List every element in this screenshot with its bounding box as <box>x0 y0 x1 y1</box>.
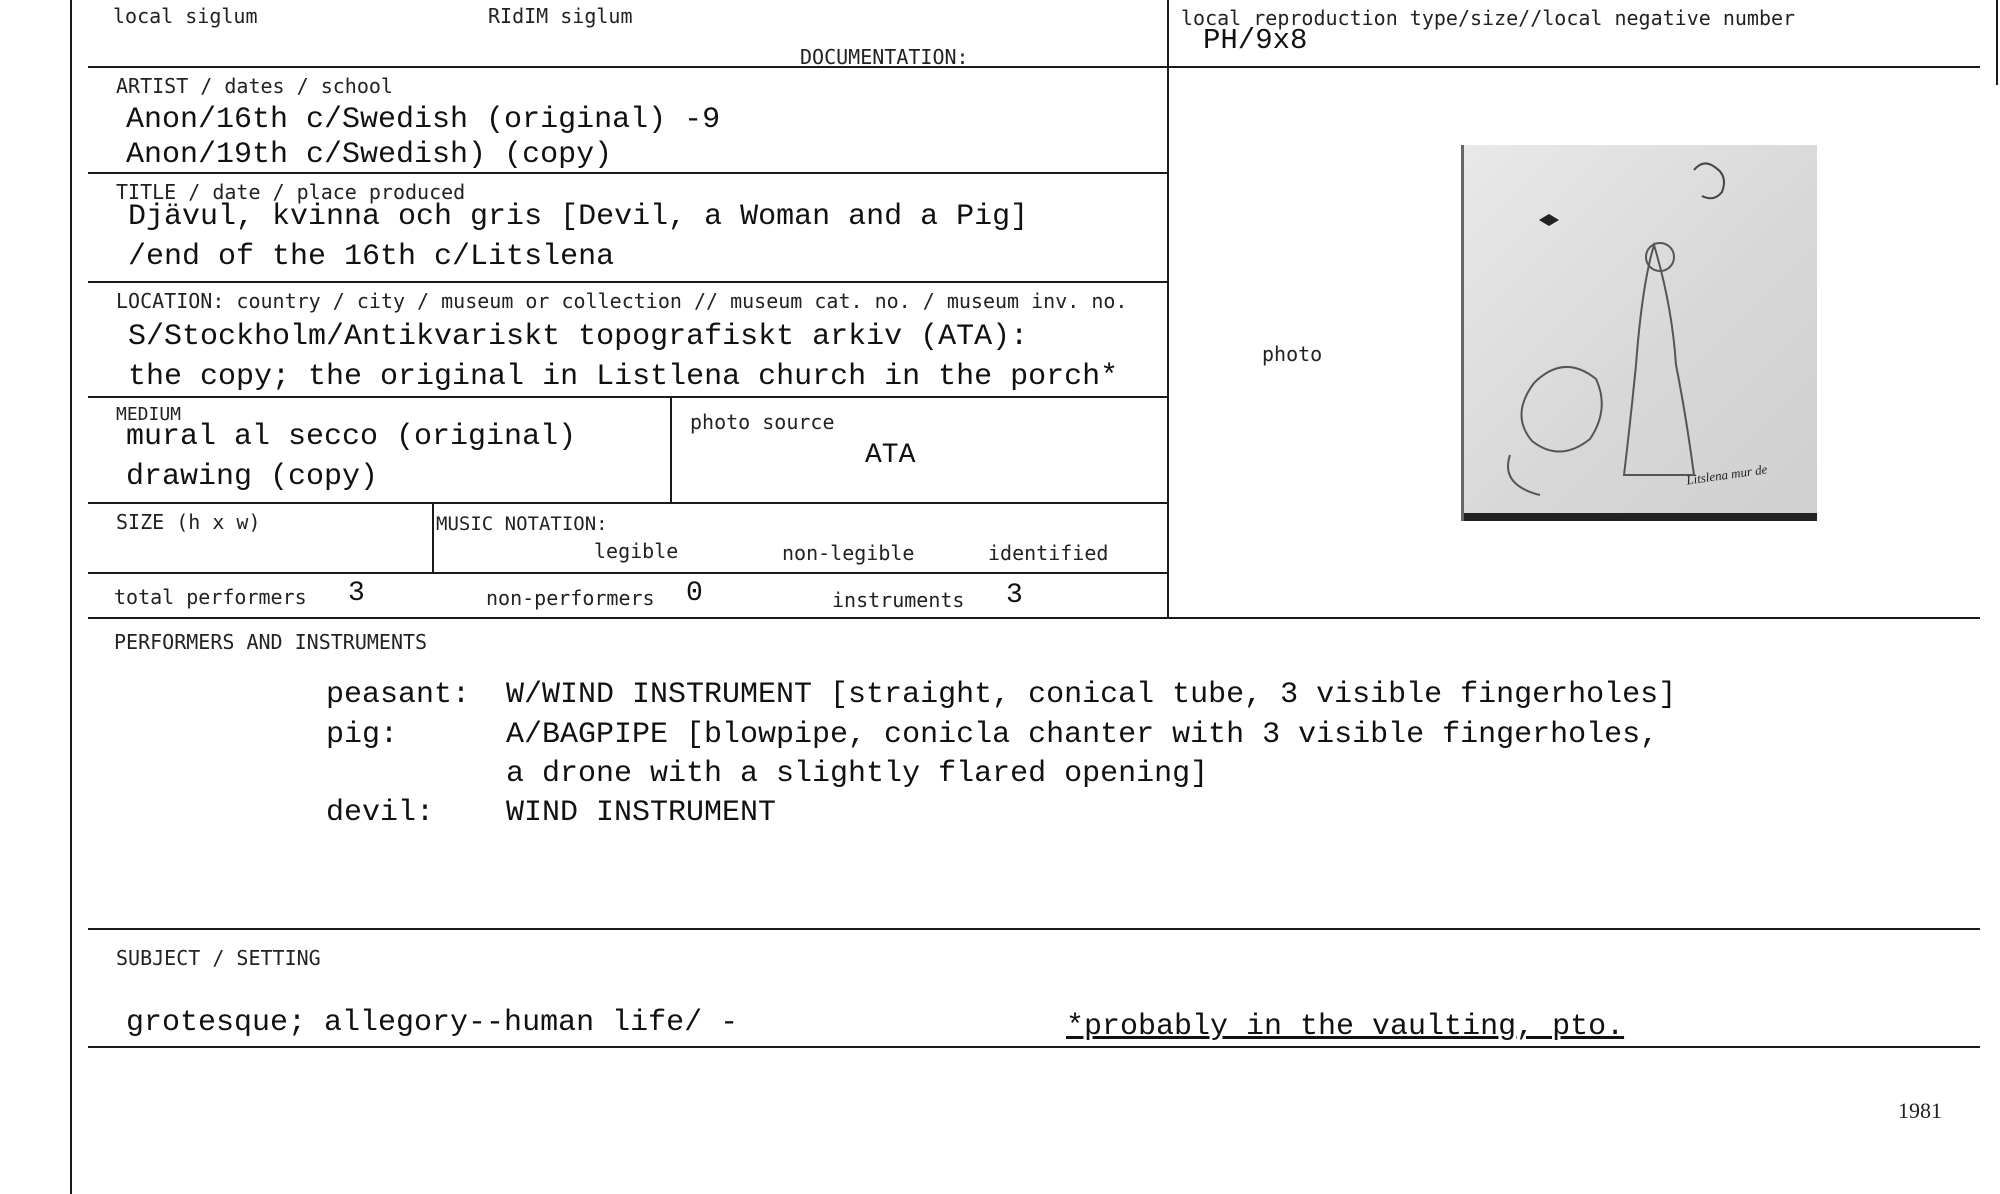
instruments-label: instruments <box>832 588 965 612</box>
title-label: TITLE / date / place produced <box>116 180 466 204</box>
title-line-2: /end of the 16th c/Litslena <box>128 240 615 274</box>
non-performers-label: non-performers <box>486 586 655 610</box>
subject-value: grotesque; allegory--human life/ - <box>126 1006 739 1040</box>
size-divider <box>432 503 434 573</box>
artwork-photo <box>1461 145 1817 521</box>
instrument-pig: A/BAGPIPE [blowpipe, conicla chanter with 3 visible fingerholes, <box>506 718 1659 752</box>
rule-artist <box>88 172 1168 174</box>
documentation-label: DOCUMENTATION: <box>800 45 969 69</box>
photo-caption: Litslena mur de <box>1685 461 1769 488</box>
artist-label: ARTIST / dates / school <box>116 74 393 98</box>
legible-label: legible <box>594 539 679 563</box>
total-performers-value: 3 <box>348 578 365 609</box>
medium-line-2: drawing (copy) <box>126 460 379 494</box>
instruments-value: 3 <box>1006 580 1023 611</box>
card-left-edge <box>70 0 72 1194</box>
rule-location <box>88 396 1168 398</box>
medium-divider <box>670 397 672 503</box>
medium-line-1: mural al secco (original) <box>126 420 577 454</box>
reproduction-label: local reproduction type/size//local negative number <box>1181 6 1796 30</box>
rule-header <box>88 66 1168 68</box>
rule-counts <box>88 617 1980 619</box>
performer-pig: pig: <box>326 718 399 752</box>
subject-label: SUBJECT / SETTING <box>116 946 321 970</box>
rule-size <box>88 572 1168 574</box>
local-siglum-label: local siglum <box>113 4 258 28</box>
performer-peasant: peasant: <box>326 678 471 712</box>
title-line-1: Djävul, kvinna och gris [Devil, a Woman and a Pig] <box>128 200 1029 234</box>
instrument-pig-continued: a drone with a slightly flared opening] <box>506 757 1209 791</box>
identified-label: identified <box>988 541 1109 565</box>
location-line-2: the copy; the original in Listlena church in the porch* <box>128 360 1119 394</box>
year-stamp: 1981 <box>1898 1098 1942 1123</box>
photo-source-label: photo source <box>690 410 835 434</box>
rule-title <box>88 281 1168 283</box>
ridim-siglum-label: RIdIM siglum <box>488 4 633 28</box>
artist-line-2: Anon/19th c/Swedish) (copy) <box>126 138 613 172</box>
non-legible-label: non-legible <box>782 541 915 565</box>
reproduction-value: PH/9x8 <box>1203 24 1308 57</box>
subject-note: *probably in the vaulting, pto. <box>1066 1010 1625 1044</box>
rule-subject <box>88 1046 1980 1048</box>
medium-label: MEDIUM <box>116 404 182 425</box>
photo-source-value: ATA <box>865 440 916 471</box>
rule-medium <box>88 502 1168 504</box>
column-divider <box>1167 0 1169 618</box>
instrument-peasant: W/WIND INSTRUMENT [straight, conical tube, 3 visible fingerholes] <box>506 678 1677 712</box>
artist-line-1: Anon/16th c/Swedish (original) -9 <box>126 103 721 137</box>
performer-devil: devil: <box>326 796 435 830</box>
instrument-devil: WIND INSTRUMENT <box>506 796 777 830</box>
rule-performers <box>88 928 1980 930</box>
location-label: LOCATION: country / city / museum or collection // museum cat. no. / museum inv. no. <box>116 289 1128 313</box>
performers-label: PERFORMERS AND INSTRUMENTS <box>114 630 428 654</box>
size-label: SIZE (h x w) <box>116 510 261 534</box>
right-edge <box>1996 0 1998 85</box>
non-performers-value: 0 <box>686 578 703 609</box>
location-line-1: S/Stockholm/Antikvariskt topografiskt arkiv (ATA): <box>128 320 1029 354</box>
rule-header-right <box>1168 66 1980 68</box>
photo-label: photo <box>1262 342 1323 366</box>
total-performers-label: total performers <box>114 585 307 609</box>
music-notation-label: MUSIC NOTATION: <box>436 513 608 535</box>
